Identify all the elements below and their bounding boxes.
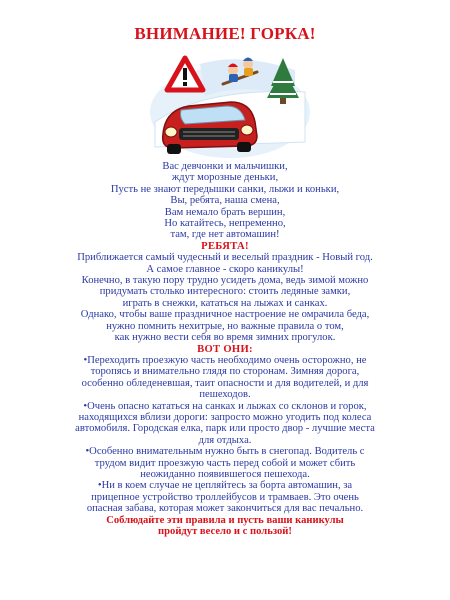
closing-line: пройдут весело и с пользой! (158, 526, 292, 537)
intro-line: играть в снежки, кататься на лыжах и санках. (122, 297, 328, 309)
rule-line: трудом видит проезжую часть перед собой и может сбить (94, 457, 356, 469)
poem-line: Пусть не знают передышки санки, лыжи и коньки, (110, 183, 340, 195)
section-heading-rules: ВОТ ОНИ: (197, 343, 253, 355)
intro-line: Приближается самый чудесный и веселый праздник - Новый год. (77, 252, 373, 264)
rule-line: автомобиля. Городская елка, парк или просто двор - лучшие места (75, 423, 375, 435)
section-heading-kids: РЕБЯТА! (201, 240, 249, 252)
body-text (14, 161, 436, 537)
page-title: ВНИМАНИЕ! ГОРКА! (134, 24, 316, 43)
poem-line: Вы, ребята, наша смена, (170, 195, 280, 207)
poem-line: Вас девчонки и мальчишки, (162, 161, 288, 172)
rule-line: •Ни в коем случае не цепляйтесь за борта автомашин, за (97, 480, 353, 492)
closing-line: Соблюдайте эти правила и пусть ваши каникулы (106, 514, 344, 526)
intro-line: Конечно, в такую пору трудно усидеть дома, ведь зимой можно (81, 275, 369, 287)
intro-line: Однако, чтобы ваше праздничное настроение не омрачила беда, (80, 309, 370, 321)
poem-line: Но катайтесь, непременно, (164, 218, 286, 230)
rule-line: пешеходов. (199, 389, 251, 401)
intro-line: придумать столько интересного: стоить ледяные замки, (99, 286, 351, 298)
rule-line: опасная забава, которая может закончиться для вас печально. (86, 503, 364, 515)
intro-line: как нужно вести себя во время зимних прогулок. (114, 332, 336, 344)
poem-line: Вам немало брать вершин, (164, 206, 286, 218)
rule-line: •Переходить проезжую часть необходимо очень осторожно, не (83, 354, 367, 366)
rule-line: особенно обледеневшая, таит опасности и для водителей, и для (81, 377, 369, 389)
rule-line: •Очень опасно кататься на санках и лыжах со склонов и горок, (83, 400, 367, 412)
poem-line: ждут морозные деньки, (171, 172, 279, 184)
illustration (145, 52, 310, 160)
poem-line: там, где нет автомашин! (170, 229, 280, 241)
rule-line: торопясь и внимательно глядя по сторонам. Зимняя дорога, (90, 366, 360, 378)
rule-line: •Особенно внимательным нужно быть в снегопад. Водитель с (85, 446, 365, 458)
intro-line: нужно помнить нехитрые, но важные правила о том, (106, 320, 344, 332)
rule-line: неожиданно появившегося пешехода. (140, 468, 310, 480)
rule-line: прицепное устройство троллейбусов и трамваев. Это очень (91, 491, 359, 503)
rule-line: для отдыха. (198, 434, 252, 446)
sledding-scene (145, 52, 310, 160)
rule-line: находящихся вблизи дороги: запросто можно угодить под колеса (78, 411, 372, 423)
intro-line: А самое главное - скоро каникулы! (146, 263, 304, 275)
